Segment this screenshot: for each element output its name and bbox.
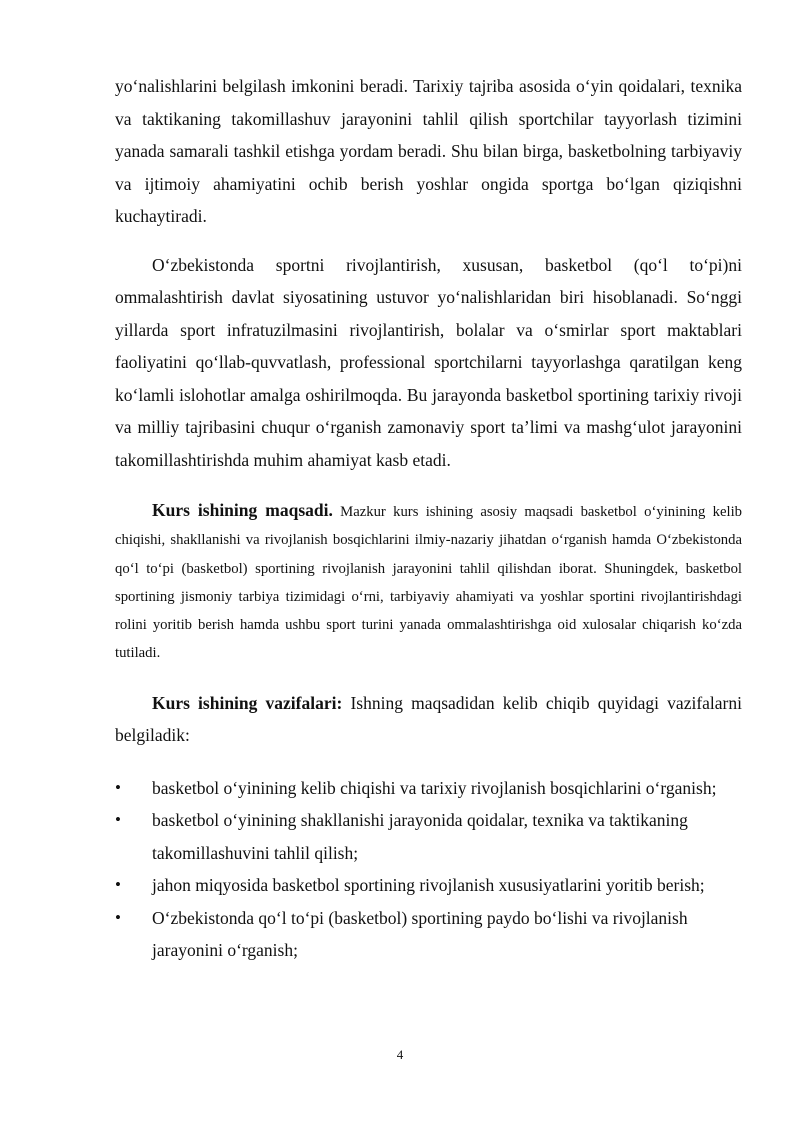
bullet-icon: • [115, 875, 121, 895]
list-item-text: O‘zbekistonda qo‘l to‘pi (basketbol) sportining paydo bo‘lishi va rivojlanish jarayonini o‘rganish; [152, 907, 688, 961]
document-page [115, 70, 742, 967]
list-item [115, 902, 742, 967]
page-number: 4 [396, 1047, 404, 1062]
bullet-icon: • [115, 907, 121, 927]
course-tasks-heading: Kurs ishining vazifalari: [152, 692, 343, 713]
paragraph-course-tasks [115, 687, 742, 752]
course-goal-heading: Kurs ishining maqsadi. [152, 500, 333, 520]
paragraph-state-policy: O‘zbekistonda sportni rivojlantirish, xususan, basketbol (qo‘l to‘pi)ni ommalashtirish davlat siyosatining ustuvor yo‘nalishlaridan biri hisoblanadi. So‘nggi yillarda sport infratuzilmasini rivojlantirish, bolalar va o‘smirlar sport maktablari faoliyatini qo‘llab-quvvatlash, professional sportchilarni tayyorlashga qaratilgan keng ko‘lamli islohotlar amalga oshirilmoqda. Bu jarayonda basketbol sportining tarixiy rivoji va milliy tajribasini chuqur o‘rganish zamonaviy sport ta’limi va mashg‘ulot jarayonini takomillashtirishda muhim ahamiyat kasb etadi. [115, 254, 742, 470]
list-item [115, 869, 742, 902]
course-tasks-text: Ishning maqsadidan kelib chiqib quyidagi vazifalarni belgiladik: [115, 692, 742, 746]
list-item-text: basketbol o‘yinining kelib chiqishi va tarixiy rivojlanish bosqichlarini o‘rganish; [152, 777, 717, 798]
course-goal-text: Mazkur kurs ishining asosiy maqsadi basketbol o‘yinining kelib chiqishi, shakllanishi va rivojlanish bosqichlarini ilmiy-nazariy jihatdan o‘rganish hamda O‘zbekistonda qo‘l to‘pi (basketbol) sportining rivojlanish jarayonini tahlil qilishdan iborat. Shuningdek, basketbol sportining jismoniy tarbiya tizimidagi o‘rni, tarbiyaviy ahamiyati va yoshlar sportini rivojlantirishdagi rolini yoritib berish hamda ushbu sport turini yanada ommalashtirishga oid xulosalar chiqarish ko‘zda tutiladi. [115, 504, 743, 662]
list-item-text: basketbol o‘yinining shakllanishi jarayonida qoidalar, texnika va taktikaning takomillashuvini tahlil qilish; [152, 810, 688, 863]
list-item [115, 772, 742, 805]
paragraph-intro-continuation: yo‘nalishlarini belgilash imkonini beradi. Tarixiy tajriba asosida o‘yin qoidalari, texnika va taktikaning takomillashuv jarayonini tahlil qilish sportchilar tayyorlash tizimini yanada samarali tashkil etishga yordam beradi. Shu bilan birga, basketbolning tarbiyaviy va ijtimoiy ahamiyatini ochib berish yoshlar ongida sportga bo‘lgan qiziqishni kuchaytiradi. [115, 76, 742, 226]
bullet-icon: • [115, 777, 121, 797]
bullet-icon: • [115, 810, 121, 830]
list-item-text: jahon miqyosida basketbol sportining rivojlanish xususiyatlarini yoritib berish; [152, 875, 705, 896]
paragraph-course-goal [115, 496, 742, 668]
task-list [115, 772, 742, 967]
list-item [115, 804, 742, 869]
